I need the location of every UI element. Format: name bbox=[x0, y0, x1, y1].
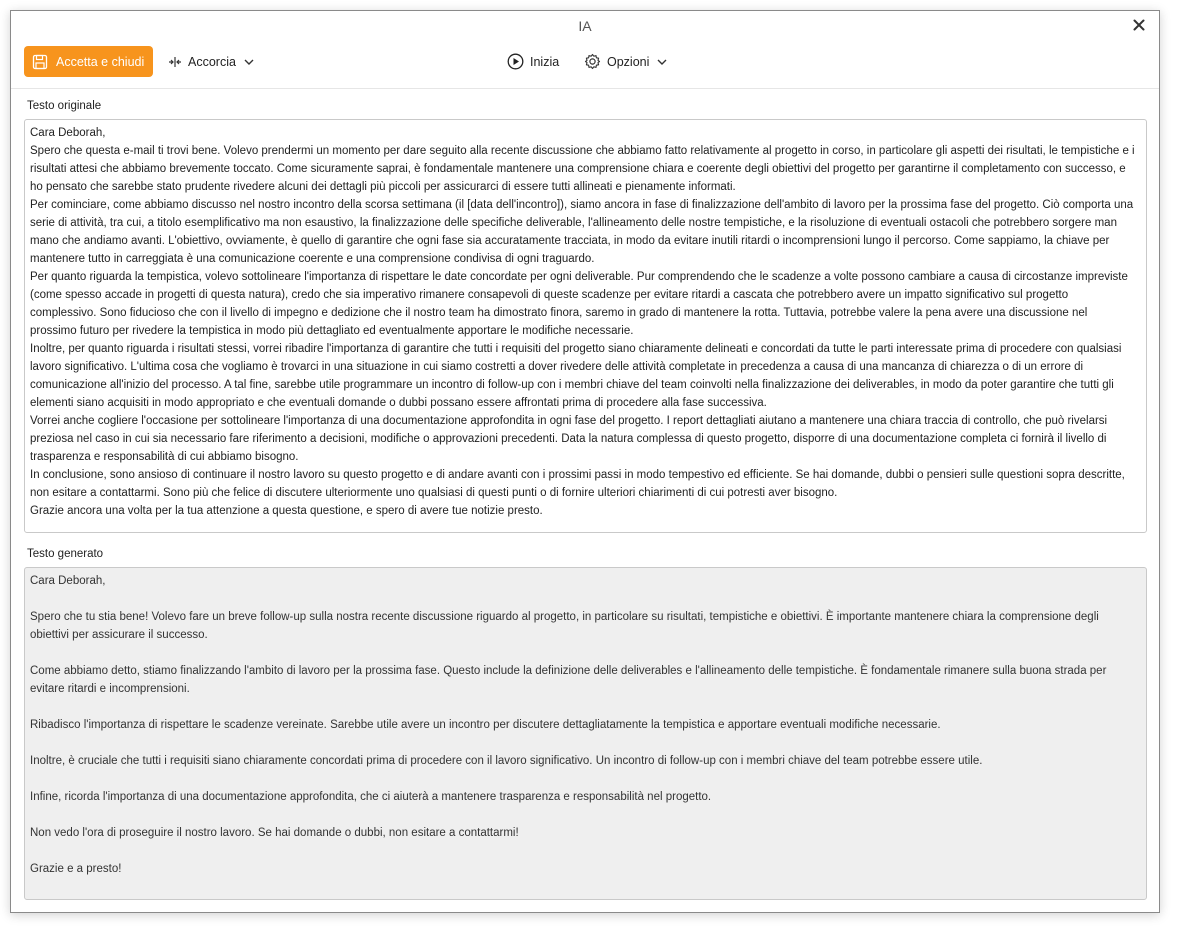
start-label: Inizia bbox=[530, 54, 560, 69]
shorten-dropdown-button[interactable] bbox=[168, 46, 254, 77]
title-bar bbox=[11, 11, 1159, 41]
start-button[interactable] bbox=[507, 46, 559, 77]
window-title: IA bbox=[578, 18, 592, 34]
options-dropdown-button[interactable] bbox=[584, 46, 667, 77]
chevron-down-icon bbox=[657, 59, 667, 65]
shorten-label: Accorcia bbox=[188, 54, 236, 69]
generated-text-label: Testo generato bbox=[27, 548, 104, 560]
play-circle-icon bbox=[507, 53, 524, 70]
original-text-area[interactable]: Cara Deborah, Spero che questa e-mail ti trovi bene. Volevo prendermi un momento per dare seguito alla recente discussione che abbiamo fatto relativamente al progetto in corso, in particolare gli aspetti dei risultati, le tempistiche e i risultati attesi che abbiamo brevemente toccato. Come sicuramente saprai, è fondamentale mantenere una comprensione chiara e coerente degli obiettivi del progetto per garantirne il completamento con successo, e ho pensato che sarebbe stato prudente rivedere alcuni dei dettagli più piccoli per assicurarci di essere tutti allineati e pienamente informati. Per cominciare, come abbiamo discusso nel nostro incontro della scorsa settimana (il [data dell'incontro]), siamo ancora in fase di finalizzazione dell'ambito di lavoro per la prossima fase del progetto. Ciò comporta una serie di attività, tra cui, a titolo esemplificativo ma non esaustivo, la finalizzazione delle specifiche deliverable, l'allineamento delle nostre tempistiche, e la risoluzione di eventuali ostacoli che potrebbero sorgere man mano che andiamo avanti. L'obiettivo, ovviamente, è quello di garantire che ogni fase sia accuratamente tracciata, in modo da evitare inutili ritardi o incomprensioni lungo il percorso. Come sappiamo, la chiave per mantenere tutto in carreggiata è una comunicazione coerente e una comprensione condivisa di ogni traguardo. Per quanto riguarda la tempistica, volevo sottolineare l'importanza di rispettare le date concordate per ogni deliverable. Pur comprendendo che le scadenze a volte possono cambiare a causa di circostanze impreviste (come spesso accade in progetti di questa natura), credo che sia imperativo rimanere consapevoli di queste scadenze per evitare ritardi a cascata che potrebbero avere un impatto significativo sul progetto complessivo. Sono fiducioso che con il livello di impegno e dedizione che il nostro team ha dimostrato finora, saremo in grado di mantenere la rotta. Tuttavia, potrebbe valere la pena avere una discussione nel prossimo futuro per rivedere la tempistica in modo più dettagliato ed eventualmente apportare le modifiche necessarie. Inoltre, per quanto riguarda i risultati stessi, vorrei ribadire l'importanza di garantire che tutti i requisiti del progetto siano chiaramente delineati e concordati da tutte le parti interessate prima di procedere con qualsiasi lavoro significativo. L'ultima cosa che vogliamo è trovarci in una situazione in cui siamo costretti a dover rivedere delle attività completate in precedenza a causa di una mancanza di chiarezza o di un errore di comunicazione all'inizio del processo. A tal fine, sarebbe utile programmare un incontro di follow-up con i membri chiave del team coinvolti nella finalizzazione dei deliverables, in modo da poter garantire che tutti gli elementi siano acquisiti in modo appropriato e che eventuali domande o dubbi possano essere affrontati prima di procedere alla fase successiva. Vorrei anche cogliere l'occasione per sottolineare l'importanza di una documentazione approfondita in ogni fase del progetto. I report dettagliati aiutano a mantenere una chiara traccia di controllo, che può rivelarsi preziosa nel caso in cui sia necessario fare riferimento a decisioni, modifiche o approvazioni precedenti. Data la natura complessa di questo progetto, disporre di una documentazione completa ci fornirà il livello di trasparenza e responsabilità di cui abbiamo bisogno. In conclusione, sono ansioso di continuare il nostro lavoro su questo progetto e di andare avanti con i prossimi passi in modo tempestivo ed efficiente. Se hai domande, dubbi o pensieri sulle questioni sopra descritte, non esitare a contattarmi. Sono più che felice di discutere ulteriormente uno qualsiasi di questi punti o di fornire ulteriori chiarimenti di cui potresti aver bisogno. Grazie ancora una volta per la tua attenzione a questa questione, e spero di avere tue notizie presto. bbox=[24, 119, 1147, 533]
gear-icon bbox=[584, 53, 601, 70]
chevron-down-icon bbox=[244, 59, 254, 65]
options-label: Opzioni bbox=[607, 54, 650, 69]
accept-and-close-button[interactable] bbox=[24, 46, 153, 77]
original-text-label: Testo originale bbox=[27, 100, 102, 112]
save-icon bbox=[32, 54, 48, 70]
toolbar bbox=[11, 45, 1159, 85]
close-icon bbox=[1133, 19, 1145, 31]
accept-and-close-label: Accetta e chiudi bbox=[56, 54, 145, 69]
shorten-arrows-icon bbox=[168, 56, 182, 68]
close-button[interactable] bbox=[1129, 15, 1149, 35]
toolbar-divider bbox=[11, 88, 1159, 89]
generated-text-area[interactable]: Cara Deborah, Spero che tu stia bene! Volevo fare un breve follow-up sulla nostra recente discussione riguardo al progetto, in particolare su risultati, tempistiche e obiettivi. È importante mantenere chiara la comprensione degli obiettivi per assicurare il successo. Come abbiamo detto, stiamo finalizzando l'ambito di lavoro per la prossima fase. Questo include la definizione delle deliverables e l'allineamento delle tempistiche. È fondamentale rimanere sulla buona strada per evitare ritardi e incomprensioni. Ribadisco l'importanza di rispettare le scadenze vereinate. Sarebbe utile avere un incontro per discutere dettagliatamente la tempistica e apportare eventuali modifiche necessarie. Inoltre, è cruciale che tutti i requisiti siano chiaramente concordati prima di procedere con il lavoro significativo. Un incontro di follow-up con i membri chiave del team potrebbe essere utile. Infine, ricorda l'importanza di una documentazione approfondita, che ci aiuterà a mantenere trasparenza e responsabilità nel progetto. Non vedo l'ora di proseguire il nostro lavoro. Se hai domande o dubbi, non esitare a contattarmi! Grazie e a presto! bbox=[24, 567, 1147, 900]
ai-dialog-window bbox=[10, 10, 1160, 913]
